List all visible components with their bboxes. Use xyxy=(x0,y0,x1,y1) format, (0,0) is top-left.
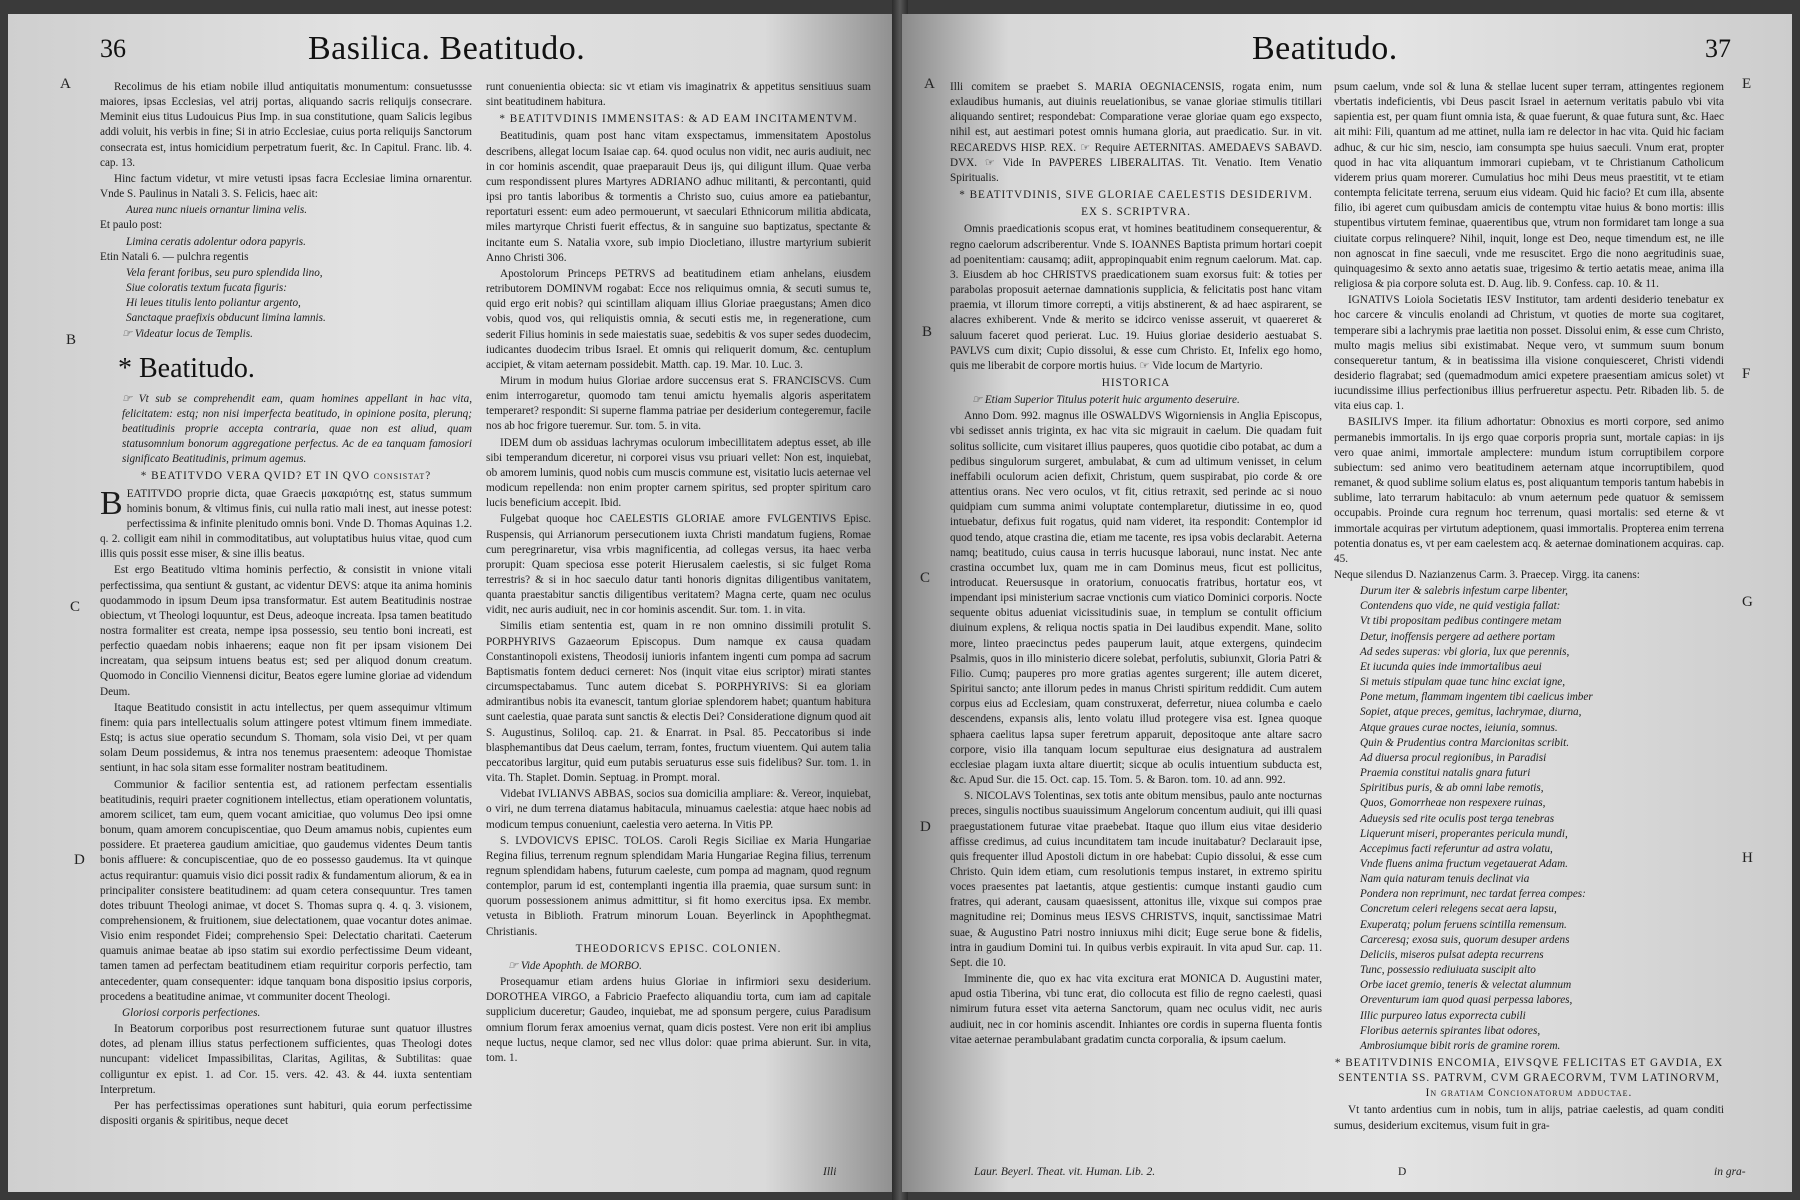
right-running-head: Beatitudo. xyxy=(1252,30,1398,67)
margin-letter-c: C xyxy=(70,599,81,615)
verse-line: Atque graues curae noctes, ieiunia, somnus. xyxy=(1360,721,1558,734)
left-catchword: Illi xyxy=(823,1166,837,1178)
paragraph: Illi comitem se praebet S. MARIA OEGNIACENSIS, rogata enim, num exlaudibus humanis, aut diuinis reuelationibus, se vanae gloriae stimulis titillari aliquando sentiret; respondebat: Comparatione verae gloriae quam ego exspecto, nihil est, aut aestimari potest omnis humana gloria, aut praedicatio. Sur. in vit. RECAREDVS HISP. REX. ☞ Require AETERNITAS. AMEDAEVS SABAVD. DVX. ☞ Vide In PAVPERES LIBERALITAS. Tit. Venatio. Item Venatio Spiritualis. xyxy=(950,81,1322,184)
paragraph: S. NICOLAVS Tolentinas, sex totis ante obitum mensibus, paulo ante nocturnas preces, singulis noctibus suauissimum Angelorum concentum audiuit, qui illi quasi praegustationem futurae vitae praebebat. Itaque quo illum eius vitae desiderio affisse credimus, ad cuius incunditatem tam incude inuitabatur? Declarauit ipse, quis frequenter illud Apostoli dictum in ore habebat: Cupio dissolui, & esse cum Christo. Quin idem etiam, cum resolutionis tempus instaret, in extremo spiritu voces praesentes pat laetantis, atque gestientis: cumque instanti gaudio cum fratres, qui aderant, causam quaesissent, attonitus ille, vixque sui compos prae magnitudine rei; Dominus meus IESVS CHRISTVS, inquit, sanctissimae Matri suae, & Augustino Patri nostro inniuxus mihi dicit; Euge serue bone & fidelis, intra in gaudium Domini tui. In quibus verbis expirauit. In vita apud Sur. cap. 11. Sept. die 10. xyxy=(950,790,1322,969)
verse-line: Adueysis sed rite oculis post terga tenebras xyxy=(1360,812,1555,825)
margin-letter-b-right: B xyxy=(922,324,933,340)
verse-line: Ambrosiumque bibit roris de gramine rorem. xyxy=(1360,1039,1561,1052)
verse-line: Exuperatq; polum feruens scintilla remensum. xyxy=(1360,918,1567,931)
right-page-number: 37 xyxy=(1705,34,1731,63)
verse-line: Concretum celeri relegens secat aera lapsu, xyxy=(1360,903,1557,916)
margin-letter-g: G xyxy=(1742,594,1753,610)
verse-line: Ad sedes superas: vbi gloria, lux que perennis, xyxy=(1360,645,1570,658)
paragraph: Beatitudinis, quam post hanc vitam exspectamus, immensitatem Apostolus describens, allegat locum Isaiae cap. 64. quod oculus non vidit, nec auris audiuit, nec in cor hominis ascendit, quae praeparauit Deus ijs, qui diligunt illum. Quae verba cum respondissent plures Martyres ADRIANO adhuc militanti, & percontanti, quid ipsi pro tantis laboribus & tormentis a Christo suo, cuius amore ea patiebantur, reportaturi essent: eum adeo permouerunt, vt saeculari Ethnicorum militia abdicata, miles martyrque Christi fuerit effectus, & in sanguine suo baptizatus, spectante & incitante eum S. Natalia vxore, sub impio Diocletiano, illustre martyrium subierit Anno Christi 306. xyxy=(486,130,871,264)
verse-line: Ad diuersa procul regionibus, in Paradisi xyxy=(1360,751,1547,764)
paragraph: Etin Natali 6. — pulchra regentis xyxy=(100,250,249,263)
margin-letter-b: B xyxy=(66,332,77,348)
verse-line: Aurea nunc niueis ornantur limina velis. xyxy=(126,204,308,217)
verse-line: Spiritibus puris, & ab omni labe remotis, xyxy=(1360,782,1544,795)
paragraph: IDEM dum ob assiduas lachrymas oculorum imbecillitatem adeptus esset, ab ille sibi temperandum diceretur, ni corporei visus vsu priuari vellet: Non est, inquiebat, ob amorem luminis, quod nobis cum muscis commune est, visitatio lucis aeternae vel modicum repellenda: non enim propter carnem spiritus, sed propter spiritum caro lucis beneficium accepit. Ibid. xyxy=(486,436,871,510)
section-heading: * Beatitudo. xyxy=(118,352,255,384)
right-column-1 xyxy=(950,80,1322,1154)
verse-line: Vt tibi propositam pedibus contingere metam xyxy=(1360,615,1562,628)
section-subheading: * BEATITVDINIS, SIVE GLORIAE CAELESTIS DESIDERIVM. xyxy=(959,189,1313,202)
section-subheading: EX S. SCRIPTVRA. xyxy=(1081,206,1191,219)
right-catchword-letter: D xyxy=(1398,1166,1407,1178)
verse-line: Praemia constitui natalis gnara futuri xyxy=(1360,767,1531,780)
right-catchword: in gra- xyxy=(1714,1166,1746,1178)
verse-line: Liquerunt miseri, properantes pericula mundi, xyxy=(1360,827,1568,840)
paragraph: Mirum in modum huius Gloriae ardore succensus erat S. FRANCISCVS. Cum enim interrogaretur, quomodo tam tenui amictu hyemalis algoris asperitatem temperaret? respondit: Si superne flamma patriae per desiderium contegeremur, facile nos ab hoc frigore tueremur. Sur. tom. 5. in vita. xyxy=(486,374,871,433)
paragraph: In Beatorum corporibus post resurrectionem futurae sunt quatuor illustres dotes, ad plenam illius status perfectionem sufficientes, quas Theologi dotes nuncupant: videlicet Impassibilitas, Claritas, Agilitas, & Subtilitas: quae colliguntur ex epist. 1. ad Cor. 15. vers. 42. 43. & 44. iuxta sententiam Interpretum. xyxy=(100,1023,472,1096)
verse-line: Contendens quo vide, ne quid vestigia fallat: xyxy=(1360,600,1561,613)
verse-line: Vela ferant foribus, seu puro splendida lino, xyxy=(126,266,323,279)
paragraph: IGNATIVS Loiola Societatis IESV Institutor, tam ardenti desiderio tenebatur ex hoc carcere & vinculis enolandi ad Christum, vt quoties de morte sua cogitaret, temperare sibi a lachrymis prae laetitia non posset. Dissolui enim, & esse cum Christo, multo magis melius sibi existimabat. Neque vero, vt summum suum bonum consequeretur tantum, & in beatissima illa visione conquiesceret, Christi videndi desiderio flagrabat; sed (quemadmodum amici expetere praesentiam amicus solet) vt iucundissime illius perfectionibus illius perfrueretur aspectu. Petr. Ribaden lib. 5. de vita eius cap. 1. xyxy=(1334,294,1724,413)
verse-line: Floribus aeternis spirantes libat odores, xyxy=(1360,1024,1541,1037)
margin-letter-a-right: A xyxy=(924,76,935,92)
paragraph: Neque silendus D. Nazianzenus Carm. 3. Praecep. Virgg. ita canens: xyxy=(1334,569,1640,581)
verse-line: Hi leues titulis lento poliantur argento, xyxy=(126,297,301,310)
verse-line: Pondera non reprimunt, nec tardat ferrea compes: xyxy=(1360,888,1586,901)
paragraph: Recolimus de his etiam nobile illud antiquitatis monumentum: consuetussse maiores, ipsas Ecclesias, vel atrij portas, aliquando sacris reliquijs consecrare. Meminit eius titus Ludouicus Pius Imp. in sua constitutione, quam Salicis legibus addi voluit, his verbis in fine; Si in atrio Ecclesiae, cuius porta reliquijs Sanctorum consecrata est, intus homicidium perpetratum fuerit, &c. In Capitul. Franc. lib. 4. cap. 13. xyxy=(100,81,472,169)
paragraph: Vt tanto ardentius cum in nobis, tum in alijs, patriae caelestis, ad quam conditi sumus, desiderium excitemus, visum fuit in gra- xyxy=(1334,1104,1724,1132)
verse-line: Detur, inoffensis pergere ad aethere portam xyxy=(1360,630,1556,643)
paragraph: Itaque Beatitudo consistit in actu intellectus, per quem assequimur vltimum finem: quia pars intellectualis solum attingere potest vltimum finem immediate. Estq; is actus siue operatio secundum S. Thomam, sola visio Dei, vt per quam solam Deum possidemus, & intra nos tenemus praesentem: adeoque Thomistae sentiunt, in hac sola sitam esse formaliter nostram beatitudinem. xyxy=(100,701,472,775)
left-page-number: 36 xyxy=(100,34,126,63)
verse-line: Pone metum, flammam ingentem tibi caelicus imber xyxy=(1360,691,1593,704)
section-subheading: THEODORICVS EPISC. COLONIEN. xyxy=(575,942,782,955)
verse-line: Et iucunda quies inde immortalibus aeui xyxy=(1360,660,1542,673)
verse-line: Siue coloratis textum fucata figuris: xyxy=(126,282,287,295)
paragraph: Fulgebat quoque hoc CAELESTIS GLORIAE amore FVLGENTIVS Episc. Ruspensis, qui Arrianorum persecutionem iuxta Christi mandatum fugiens, Romae cum peregrinaretur, visa vrbis magnificentia, ad collegas versus, ita haec verba prorupit: Quam speciosa esse poterit Hierusalem caelestis, si sic fulget Roma terrestris? & si in hoc saeculo datur tanti honoris dignitas diligentibus vanitatem, quanta praestabitur sanctis diligentibus veritatem? Magna certe, quam nec oculus vidit, nec auris audiuit, nec in cor hominis ascendit. Sur. tom. 1. in vita. xyxy=(486,513,871,617)
footer-citation: Laur. Beyerl. Theat. vit. Human. Lib. 2. xyxy=(974,1166,1156,1178)
paragraph: Anno Dom. 992. magnus ille OSWALDVS Wigorniensis in Anglia Episcopus, vbi sedisset annis triginta, ex hac vita sic migrauit in caelum. Die quadam fuit solitus sollicite, cum visitaret illius pauperes, quos quotidie cibo potabat, ac dum a pedibus singulorum surgeret, ambulabat, & cum ad ultimum venisset, in celum ineffabili oculorum acien defixit, Christum, quem suspirabat, pio corde & ore attentius orans. Nec vero oculos, vt fit, citius retraxit, sed perinde ac si nouo quidpiam cum summa animi voluptate contemplaretur, diutissime in eo, quod intuebatur, defixus fuit rogatus, quid nam videret, ita respondit: Contemplor id quod tendo, atque crastina die, etiam me tacente, res ipsa vobis declarabit. Aeterna namq; beatitudo, cuius causa in terris hucusque laboraui, nunc instat. Nec ante crastina occumbet lux, quam me in cam Dominus meus, ficut est pollicitus, introducat. Reuersusque in oratorium, conuocatis fratribus, hortatur eos, vt impendant ipsi ministerium sacrae vnctionis cum viatico Dominici corporis. Nocte sequente obitus adueniat vicissitudinis suae, in templum se contulit officium diuinum explens, & reliqua noctis spatia in Dei laudibus expendit. Mane, solito more, linteo praecinctus pedes pauperum lauit, atque extergens, quindecim Psalmis, quos in illo ministerio dicere solebat, perfolutis, subiunxit, Gloria Patri & Filio. Cumq; pauperes pro more gratias agentes surgerent; ille autem diceret, Spiritui sancto; ante illorum pedes in manus Christi spiritum reddidit. Cum autem corpus eius ad Ecclesiam, quam construxerat, deferretur, niuea columba e caelo descendens, expansis alis, lento volatu illud protegere visa est. Ignea quoque sphaera caelitus lapsa super feretrum apparuit, depositoque ante altare sacro corpore, visio illa tanquam locum sepulturae eius designatura ad australem ecclesiae plagam iuxta altare diuertit; sicque ab oculis intuentium subducta est, &c. Apud Sur. die 15. Oct. cap. 15. Tom. 5. & Baron. tom. 10. ad ann. 992. xyxy=(950,410,1322,787)
paragraph: BASILIVS Imper. ita filium adhortatur: Obnoxius es morti corpore, sed animo permanebis immortalis. In ijs ergo quae corporis propria sunt, mortale capias: in ijs vero quae animi, immortale amplectere: mundum istum corruptibilem corpore subiectum: sed animo vero beatitudinem aeternam atque incorruptibilem, quod remanet, & quod sublime solium elatus es, post aliquantum temporis tantum habebis in sublime, lato terrarum habitaculo: ab vnum aeternum pede quatuor & semissem occupabis. Proinde cura regnum hoc terrenum, quasi mortalis: sed eterne & vt immortale acquiras per virtutum adeptionem, quasi immortalis. Propterea enim terrena potentia donatus es, vt per eam caelestem acq. & aeternae dominationem acquiras. cap. 45. xyxy=(1334,416,1724,565)
margin-letter-e: E xyxy=(1742,76,1752,92)
paragraph: psum caelum, vnde sol & luna & stellae lucent super terram, attingentes regionem vbertatis indeficientis, vbi Deus pascit Israel in aeternum veritatis pabulo vbi vita sapientia est, per quam fiunt omnia ista, & quae fuerunt, & quae futura sunt, &c. Haec ait mihi: Fili, quantum ad me attinet, nulla iam re delector in hac vita. Quid hic faciam adhuc, & cur hic sim, nescio, iam consumpta spe huius saeculi. Vnum erat, propter quod in hac vita aliquantum immorari cupiebam, vt te Christianum Catholicum viderem prius quam morerer. Cumulatius hoc mihi Deus meus praestitit, vt te etiam contempta felicitate terrena, seruum eius videam. Quid hic facio? Et cum illa, absente filio, ibi ageret cum quibusdam amicis de contemptu vitae huius & bono mortis: illis stupentibus virtutem feminae, quaerentibus que, vtrum non formidaret tam longe a sua ciuitate corpus relinquere? Nihil, inquit, longe est Deo, neque timendum est, ne ille non agnoscat in fine saeculi, vnde me resuscitet. Ergo die nono aegritudinis suae, quinquagesimo & sexto anno aetatis suae, trigesimo & tertio aetatis meae, anima illa religiosa & pia corpore soluta est. D. Aug. lib. 9. Confess. cap. 10. & 11. xyxy=(1334,81,1724,291)
section-subheading: * BEATITVDINIS IMMENSITAS: & AD EAM INCITAMENTVM. xyxy=(499,113,858,126)
margin-letter-c-right: C xyxy=(920,570,931,586)
paragraph: Hinc factum videtur, vt mire vetusti ipsas facra Ecclesiae limina ornarentur. Vnde S. Paulinus in Natali 3. S. Felicis, haec ait: xyxy=(100,172,472,201)
verse-line: Accepimus facti referuntur ad astra volatu, xyxy=(1360,842,1553,855)
left-running-head: Basilica. Beatitudo. xyxy=(308,30,586,67)
verse-line: Nam quia naturam tenuis declinat via xyxy=(1360,873,1530,886)
paragraph: Est ergo Beatitudo vltima hominis perfectio, & consistit in vnione vitali perfectissima, qua sentiunt & gustant, ac videntur DEVS: atque ita anima hominis quodammodo in ipsum Deum ipsa transformatur. Est autem Beatitudinis nostrae obiectum, vt Theologi loquuntur, est Deus, adeoque increata. Ipsa tamen beatitudo nostra formaliter est creata, nempe ipsa possessio, seu tentio boni increati, est perfectio quaedam nobis inhaerens; eaque non fit per ipsam visionem Dei increatam, qua seipsum intuens beatus est; sed per aliquod donum creatum. Quomodo in Concilio Viennensi dicitur, Beatos egere lumine gloriae ad videndum Deum. xyxy=(100,564,472,698)
paragraph: Videbat IVLIANVS ABBAS, socios sua domicilia ampliare: &. Vereor, inquiebat, o viri, ne dum terrena diatamus habitacula, minuamus caelestia: atque haec nobis ad modicum tempus conueniunt, caelestia vero aeterna. In Vitis PP. xyxy=(486,788,871,831)
margin-letter-f: F xyxy=(1742,366,1751,382)
left-column-1 xyxy=(100,80,472,1180)
right-column-2 xyxy=(1334,80,1724,1154)
right-page xyxy=(902,14,1792,1192)
verse-line: Quos, Gomorrheae non respexere ruinas, xyxy=(1360,797,1546,810)
paragraph: Prosequamur etiam ardens huius Gloriae in infirmiori sexu desiderium. DOROTHEA VIRGO, a Fabricio Praefecto aliquandiu torta, cum iam ad capitale supplicium duceretur; Gaudeo, inquiebat, me ad sponsum pergere, cuius Paradisum omnium florum ferax amoenius vernat, quam dicis postest. Vere non erit ibi amplius neque luctus, neque clamor, sed nec vllus dolor: quae prima abierunt. Sur. in vita, tom. 1. xyxy=(486,976,871,1064)
drop-cap: B xyxy=(100,484,123,522)
verse-line: Tunc, possessio rediuiuata suscipit alto xyxy=(1360,964,1536,977)
cross-reference-note: ☞ Etiam Superior Titulus poterit huic argumento deseruire. xyxy=(972,394,1240,407)
paragraph-text: EATITVDO proprie dicta, quae Graecis μακαριότης est, status summum hominis bonum, & vltimus finis, cui nulla ratio mali inest, aut inesse potest: perfectissima & infinite plenitudo omnis boni. Vnde D. Thomas Aquinas 1.2. q. 2. colligit eam nihil in commoditatibus, aut voluptatibus huius vitae, quod cum illis quis possit esse miser, & sine illis beatus. xyxy=(100,487,472,561)
paragraph: Similis etiam sententia est, quam in re non omnino dissimili protulit S. PORPHYRIVS Gazaeorum Episcopus. Dum namque ex causa quadam Constantinopoli existens, Theodosij iunioris infantem ingenti cum pompa ad sacrum Baptismatis fontem deduci cerneret: Nos (inquit vitae eius scriptor) mirati stantes circumspectabamus. Tunc autem dicebat S. PORPHYRIVS: Si ea gloriam admirantibus nobis ita evanescit, tantum gloriae splendorem habet; quantum habitura sunt caelestia, quae parata sunt sanctis & electis Dei? Consideratione dignum quod ait S. Augustinus, Soliloq. cap. 21. & Enarrat. in Psal. 85. Peccatoribus si inde blasphemantibus dat Deus caelum, terram, fontes, fructum viuentem. Qui autem talia peccatoribus largitur, quid eum putabis seruaturus esse suis fidelibus? Sur. tom. 1. in vita. Th. Staplet. Domin. Septuag. in Prompt. moral. xyxy=(486,620,871,785)
paragraph: Imminente die, quo ex hac vita excitura erat MONICA D. Augustini mater, apud ostia Tiberina, vbi tunc erat, dio collocuta est filio de regno caelesti, quasi nimirum futura esset vita aeterna Sanctorum, quam nec oculus vidit, nec auris audiuit, nec in cor hominis ascendit. Inhiantes ore cordis in superna fluenta fontis vitae aeternae perambulabant gradatim cuncta corporalia, & ipsum caelum. xyxy=(950,973,1322,1046)
section-subheading: * BEATITVDINIS ENCOMIA, EIVSQVE FELICITAS ET GAVDIA, EX SENTENTIA SS. PATRVM, CVM GRAECORVM, TVM LATINORVM, In gratiam Concionatorum adductae. xyxy=(1334,1057,1724,1100)
left-column-2 xyxy=(486,80,871,1180)
verse-line: Deliciis, miseros pulsat adepta recurrens xyxy=(1360,948,1544,961)
verse-line: Vnde fluens anima fructum vegetauerat Adam. xyxy=(1360,857,1568,870)
verse-line: Durum iter & salebris infestum carpe libenter, xyxy=(1360,585,1568,598)
verse-line: Oreventurum iam quod quasi perpessa labores, xyxy=(1360,994,1573,1007)
verse-line: Quin & Prudentius contra Marcionitas scribit. xyxy=(1360,736,1570,749)
paragraph: Apostolorum Princeps PETRVS ad beatitudinem etiam anhelans, eiusdem retributorem DOMINVM rogabat: Ecce nos reliquimus omnia, & secuti sumus te, quid ergo erit nobis? qui scintillam aliquam illius Gloriae praegustans; Amen dico vobis, quod vos, qui reliquistis omnia, & secuti estis me, in regeneratione, cum sederit Filius hominis in sede maiestatis suae, sedebitis & vos super sedes duodecim, iudicantes duodecim tribus Israel. Et omnis qui reliquerit domum, &c. centuplum accipiet, & vitam aeternam possidebit. Matth. cap. 19. Mar. 10. Luc. 3. xyxy=(486,267,871,371)
paragraph: runt conuenientia obiecta: sic vt etiam vis imaginatrix & appetitus sensitiuus suam sint beatitudinem habitura. xyxy=(486,81,871,109)
section-subheading: * BEATITVDO VERA QVID? ET IN QVO consistat? xyxy=(140,470,432,483)
margin-letter-d-right: D xyxy=(920,819,931,835)
section-subheading: HISTORICA xyxy=(1101,376,1171,389)
cross-reference-note: Gloriosi corporis perfectiones. xyxy=(122,1006,261,1019)
paragraph-with-initial xyxy=(100,484,472,563)
paragraph: Omnis praedicationis scopus erat, vt homines beatitudinem consequerentur, & regno caelorum adscriberentur. Vnde S. IOANNES Baptista primum hortari coepit ad poenitentiam: causamq; adiit, appropinquabit enim regnum caelorum. Mat. cap. 3. Eiusdem ab hoc CHRISTVS praedicationem suam exorsus fuit: & toties per parabolas proposuit aeternae damnationis supplicia, & felicitatis post hanc vitam praemia, vt illorum timore correpti, a vitijs abstinerent, & ad haec aspirarent, se alacres exhiberent. Vnde & merito se idcirco venisse asseruit, vt quaereret & saluum faceret quod perierat. Luc. 19. Huius gloriae desiderio aestuabat S. PAVLVS cum dixit; Cupio dissolui, & esse cum Christo. Et, Infelix ego homo, quis me liberabit de corpore mortis huius. ☞ Vide locum de Martyrio. xyxy=(950,223,1322,372)
verse-line: Limina ceratis adolentur odora papyris. xyxy=(126,235,306,248)
left-page xyxy=(8,14,898,1192)
cross-reference-note: ☞ Vide Apophth. de MORBO. xyxy=(508,959,642,972)
verse-line: Carceresq; exosa suis, quorum desuper ardens xyxy=(1360,933,1570,946)
margin-letter-a: A xyxy=(60,76,71,92)
verse-line: Sopiet, atque preces, gemitus, lachrymae, diurna, xyxy=(1360,706,1582,719)
margin-letter-h: H xyxy=(1742,850,1753,866)
paragraph: Et paulo post: xyxy=(100,219,163,232)
verse-line: Illic purpureo latus exporrecta cubili xyxy=(1360,1009,1526,1022)
verse-line: Orbe iacet gremio, teneris & velectat alumnum xyxy=(1360,979,1572,992)
verse-line: Sanctaque praefixis obducunt limina lamnis. xyxy=(126,312,326,325)
cross-reference-note: ☞ Videatur locus de Templis. xyxy=(122,327,253,340)
paragraph: S. LVDOVICVS EPISC. TOLOS. Caroli Regis Siciliae ex Maria Hungariae Regina filius, terrenum regnum splendidam Maria Hungariae Regina filius, terrenum regnum splendidam habens, futurum caeleste, cum pompa ad magnam, quod regnum contemplor, parum id est, contemplanti ingentia illa praemia, quae sursum sunt: in quorum possessionem animus admittitur, si fit homo exercitus ipsa. Ex membr. vetusta in Biblioth. Fratrum minorum Louan. Beyerlinck in Apophthegmat. Christianis. xyxy=(486,834,871,938)
margin-letter-d: D xyxy=(74,852,85,868)
paragraph: Per has perfectissimas operationes sunt habituri, quia eorum perfectissime dispositi organis & spiritibus, neque decet xyxy=(100,1099,472,1127)
paragraph: Communior & facilior sententia est, ad rationem perfectam essentialis beatitudinis, requiri praeter cognitionem intellectus, etiam operationem voluntatis, amorem scilicet, tam eum, quem vocant amicitiae, quo volumus Deo ipsi omne bonum, quam amorem concupiscentiae, quo Deum amamus nobis, cupientes eum possidere. Et praeterea gaudium amicitiae, quo gaudemus videntes Deum tantis bonis affluere: & concupiscentiae, quo de eo possesso gaudemus. Ita vt quinque actus requirantur: quamuis visio dici possit radix & fundamentum aliorum, & ea in principaliter consistere beatitudinem: ad quam cetera consequuntur. Tres tamen dotes tribuunt Theologi animae, vt docet S. Thomas supra q. 4. q. 3. visionem, comprehensionem, & fruitionem, siue delectationem, quae vocantur dotes animae. Visio enim respondet Fidei; comprehensio Spei: Delectatio charitati. Caeterum quamuis animae beatae ab ipso statim sui exordio perfectissime Deum videant, tamen tamen ad perfectam beatitudinem etiam requiritur corporis perfectio, tam antecedenter, quam consequenter: idque tanquam bona dispositio ipsius corporis, procedens a beatitudine animae, vt communiter docent Theologi. xyxy=(100,778,472,1003)
cross-reference-note: ☞ Vt sub se comprehendit eam, quam homines appellant in hac vita, felicitatem: estq; non nisi imperfecta beatitudo, in opinione posita, plerunq; beatitudinis proprie accepta contraria, quae non est aliud, quam statusomnium bonorum aggregatione perfectus. Ac de ea tanquam famosiori significato Beatitudinis, primum agemus. xyxy=(122,392,472,466)
verse-line: Si metuis stipulam quae tunc hinc exciat igne, xyxy=(1360,676,1566,689)
